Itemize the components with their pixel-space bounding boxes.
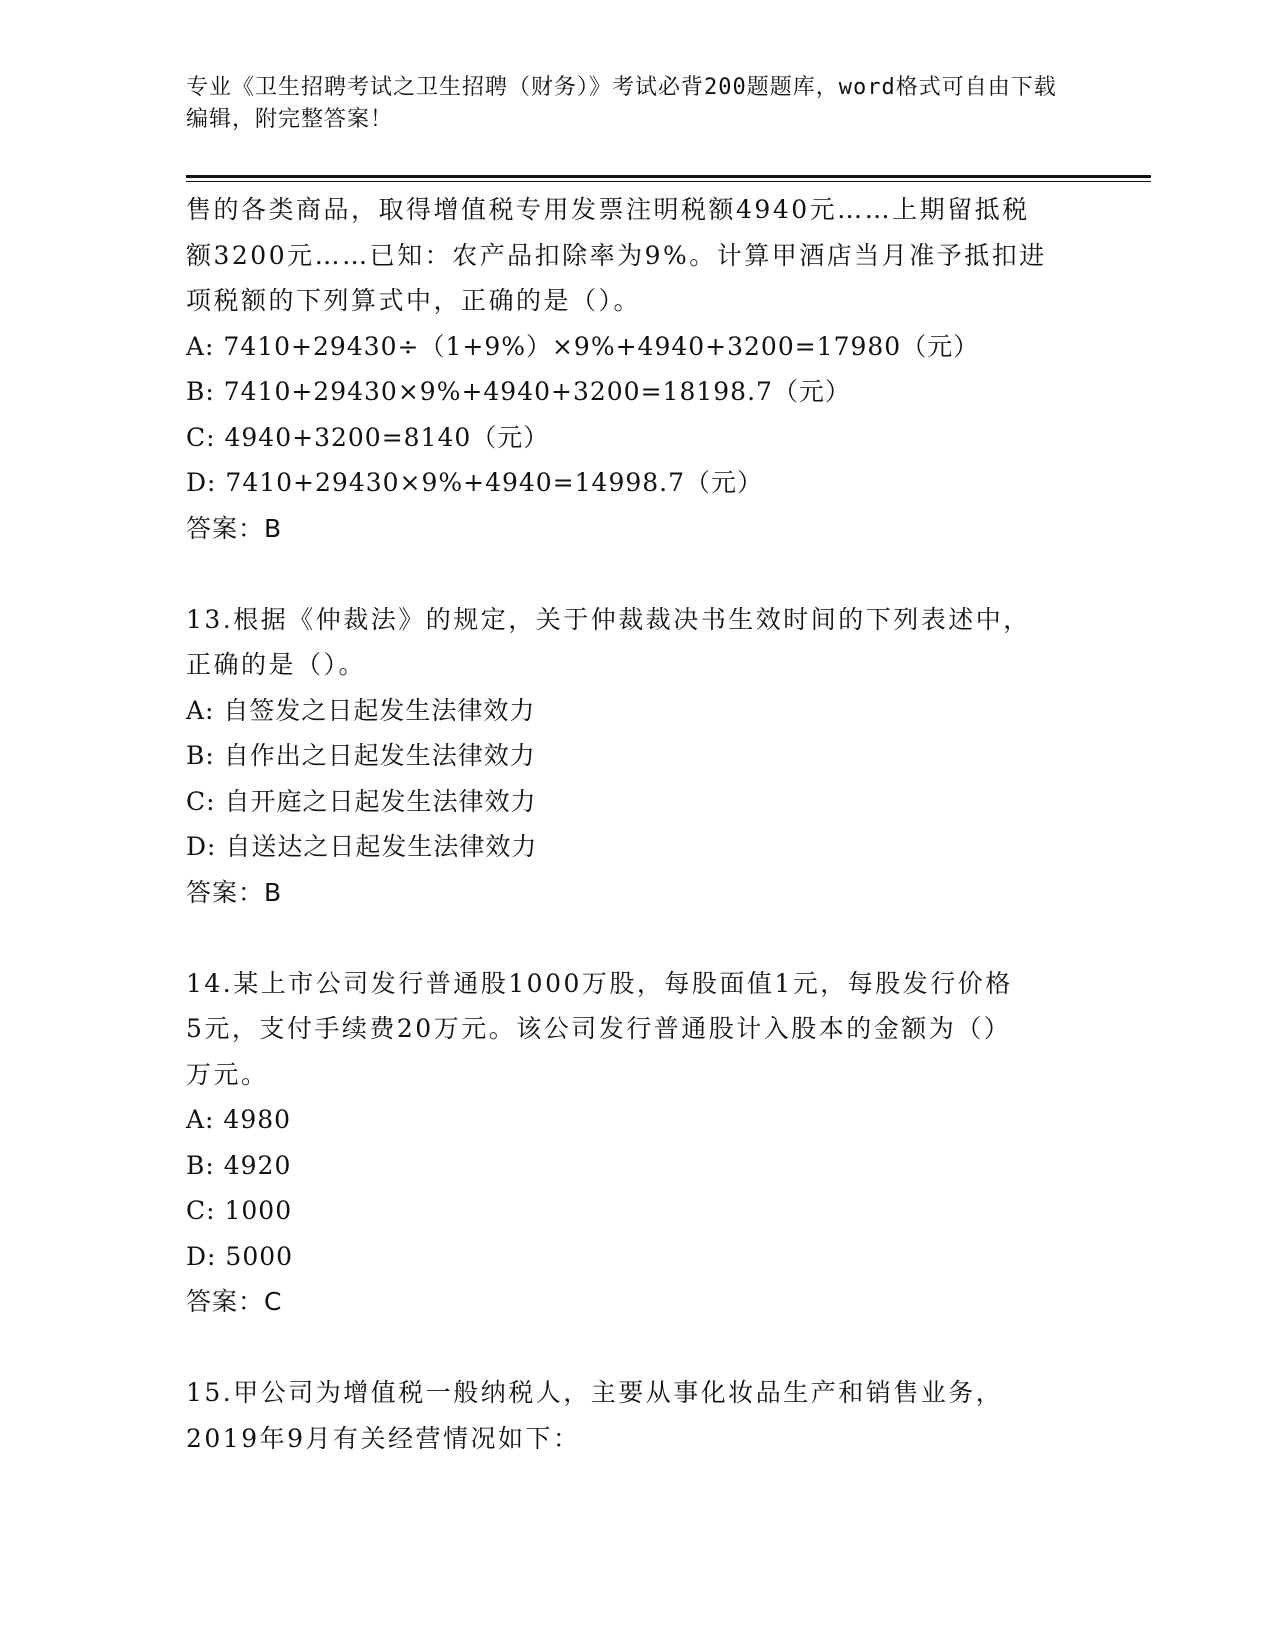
option-a: A: 7410+29430÷（1+9%）×9%+4940+3200=17980（元）	[186, 331, 980, 361]
option-d: D: 7410+29430×9%+4940=14998.7（元）	[186, 468, 764, 497]
header-rule-thick	[186, 175, 1151, 178]
option-c: C: 4940+3200=8140（元）	[186, 422, 550, 452]
option-d: D: 自送达之日起发生法律效力	[186, 832, 538, 861]
spacer	[186, 1325, 1086, 1371]
spacer	[186, 551, 1086, 597]
option-b: B: 4920	[186, 1150, 292, 1180]
question-14	[186, 961, 1086, 1325]
question-stem-line: 售的各类商品，取得增值税专用发票注明税额4940元……上期留抵税	[186, 195, 1030, 224]
answer-label: 答案：B	[186, 513, 283, 543]
answer-label: 答案：B	[186, 877, 283, 907]
question-13	[186, 597, 1086, 916]
spacer	[186, 915, 1086, 961]
document-header: 专业《卫生招聘考试之卫生招聘（财务）》考试必背200题题库，word格式可自由下载编辑，附完整答案！	[186, 75, 1057, 132]
option-a: A: 4980	[186, 1105, 292, 1134]
question-stem-line: 项税额的下列算式中，正确的是（）。	[186, 286, 642, 315]
header-rule-thin	[186, 181, 1151, 182]
option-d: D: 5000	[186, 1241, 294, 1271]
answer-label: 答案：C	[186, 1287, 283, 1316]
question-stem-line: 正确的是（）。	[186, 650, 367, 679]
question-stem-line: 15.甲公司为增值税一般纳税人，主要从事化妆品生产和销售业务，	[186, 1378, 1004, 1407]
document-content	[186, 187, 1086, 1461]
question-stem-line: 万元。	[186, 1059, 269, 1089]
question-stem-line: 额3200元……已知：农产品扣除率为9%。计算甲酒店当月准予抵扣进	[186, 240, 1047, 270]
option-a: A: 自签发之日起发生法律效力	[186, 695, 536, 725]
option-c: C: 自开庭之日起发生法律效力	[186, 786, 537, 816]
question-stem-line: 5元，支付手续费20万元。该公司发行普通股计入股本的金额为（）	[186, 1014, 1012, 1043]
option-b: B: 自作出之日起发生法律效力	[186, 741, 536, 770]
option-c: C: 1000	[186, 1196, 293, 1225]
question-stem-line: 2019年9月有关经营情况如下：	[186, 1423, 581, 1453]
question-15	[186, 1370, 1086, 1461]
question-stem-line: 14.某上市公司发行普通股1000万股，每股面值1元，每股发行价格	[186, 968, 1013, 998]
option-b: B: 7410+29430×9%+4940+3200=18198.7（元）	[186, 377, 851, 406]
question-12-continuation	[186, 187, 1086, 551]
question-stem-line: 13.根据《仲裁法》的规定，关于仲裁裁决书生效时间的下列表述中，	[186, 604, 1031, 634]
